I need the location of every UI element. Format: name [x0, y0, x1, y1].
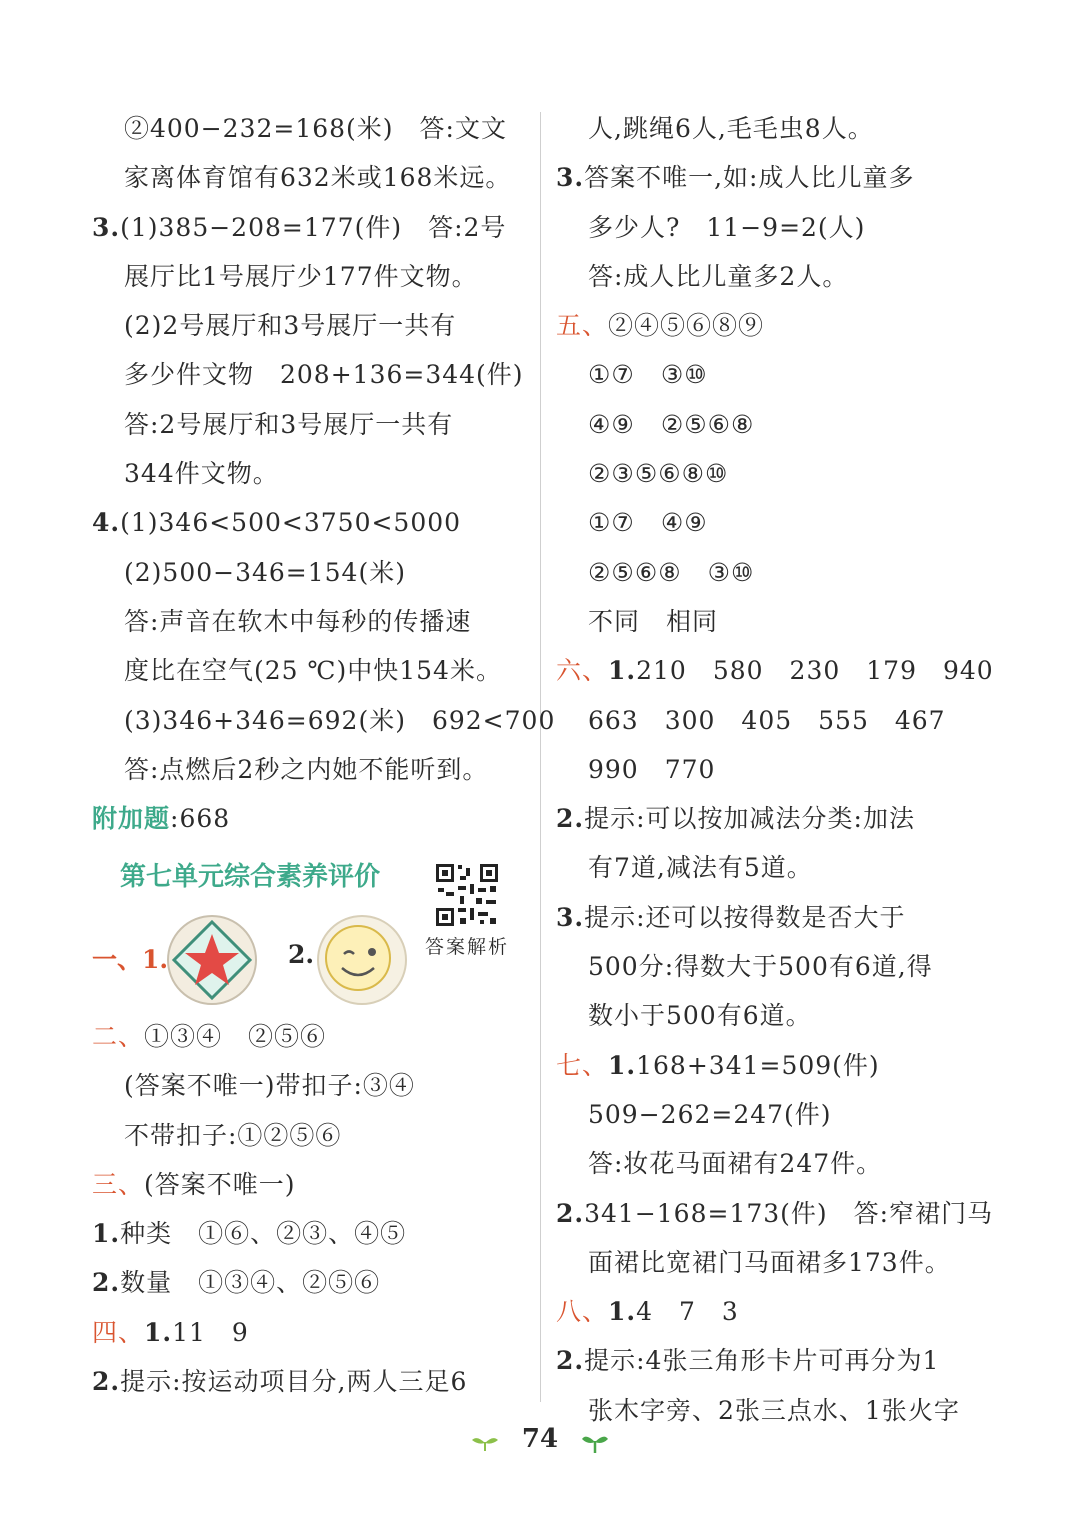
- text-line: 提示:按运动项目分,两人三足6: [120, 1367, 468, 1397]
- right-column: [556, 104, 996, 1435]
- question-number: 3.: [92, 212, 121, 242]
- section-number: 三、: [92, 1169, 145, 1199]
- text-line: (1)385−208=177(件) 答:2号: [120, 212, 507, 242]
- text-line: 509−262=247(件): [588, 1099, 832, 1129]
- text-line: 多少人? 11−9=2(人): [588, 212, 866, 242]
- question-2: [92, 1357, 532, 1406]
- text-line: 人,跳绳6人,毛毛虫8人。: [588, 114, 874, 143]
- section-number: 二、: [92, 1022, 145, 1051]
- unit-title: 第七单元综合素养评价: [120, 862, 381, 892]
- text-line: 种类 ①⑥、②③、④⑤: [120, 1219, 407, 1249]
- section-3: [92, 1160, 532, 1209]
- text-line: ①⑦ ③⑩: [588, 360, 708, 390]
- figure-label-2: 2.: [288, 940, 315, 969]
- text-line: 168+341=509(件): [636, 1050, 880, 1080]
- text-line: 度比在空气(25 ℃)中快154米。: [124, 656, 502, 686]
- section-6: [556, 646, 996, 695]
- text-line: :668: [170, 804, 231, 834]
- section-7: [556, 1041, 996, 1090]
- text-line: 数量 ①③④、②⑤⑥: [120, 1268, 381, 1298]
- text-line: 210 580 230 179 940: [636, 656, 994, 686]
- sprout-right-icon: [581, 1432, 609, 1454]
- text-line: 提示:可以按加减法分类:加法: [584, 804, 915, 834]
- text-line: ②③⑤⑥⑧⑩: [588, 459, 729, 489]
- question-number: 1.: [608, 656, 637, 686]
- text-line: (1)346<500<3750<5000: [120, 508, 462, 538]
- question-number: 1.: [92, 1219, 121, 1249]
- question-3: [556, 153, 996, 202]
- section-5: [556, 301, 996, 350]
- text-line: 不同 相同: [588, 606, 719, 636]
- text-line: ④⑨ ②⑤⑥⑧: [588, 409, 755, 439]
- extra-question-label: 附加题: [92, 804, 171, 834]
- question-number: 1.: [608, 1297, 637, 1327]
- sprout-left-icon: [471, 1434, 499, 1452]
- section-number: 五、: [556, 311, 609, 341]
- figure-row: [92, 912, 532, 1004]
- text-line: ②⑤⑥⑧ ③⑩: [588, 557, 755, 587]
- question-number: 2.: [556, 804, 585, 834]
- text-line: 11 9: [172, 1317, 249, 1347]
- page-footer: [0, 1424, 1080, 1454]
- section-4: [92, 1308, 532, 1357]
- question-1: [92, 1209, 532, 1258]
- page-number: 74: [521, 1424, 559, 1454]
- text-line: 答:妆花马面裙有247件。: [588, 1149, 883, 1179]
- section-number: 四、: [92, 1317, 145, 1347]
- text-line: 不带扣子:①②⑤⑥: [124, 1120, 342, 1150]
- text-line: ②④⑤⑥⑧⑨: [608, 311, 765, 341]
- question-number: 1.: [144, 1317, 173, 1347]
- text-line: 提示:还可以按得数是否大于: [584, 902, 906, 932]
- text-line: 4 7 3: [636, 1297, 739, 1327]
- text-line: 答:成人比儿童多2人。: [588, 261, 849, 291]
- question-number: 1.: [608, 1050, 637, 1080]
- text-line: 答:2号展厅和3号展厅一共有: [124, 409, 454, 439]
- text-line: ①③④ ②⑤⑥: [144, 1022, 327, 1051]
- text-line: 答:声音在软木中每秒的传播速: [124, 606, 472, 636]
- text-line: (3)346+346=692(米) 692<700: [124, 705, 556, 735]
- text-line: 990 770: [588, 754, 716, 784]
- text-line: 面裙比宽裙门马面裙多173件。: [588, 1247, 951, 1277]
- text-line: 多少件文物 208+136=344(件): [124, 360, 524, 390]
- question-3: [92, 203, 532, 252]
- extra-question: [92, 794, 532, 843]
- text-line: 家离体育馆有632米或168米远。: [124, 163, 512, 193]
- text-line: (答案不唯一): [144, 1169, 296, 1199]
- text-line: 展厅比1号展厅少177件文物。: [124, 261, 478, 291]
- qr-caption: 答案解析: [425, 936, 510, 958]
- question-4: [92, 498, 532, 547]
- question-2: [556, 1336, 996, 1385]
- column-divider: [540, 112, 541, 1402]
- section-number: 七、: [556, 1050, 609, 1080]
- text-line: 有7道,减法有5道。: [588, 853, 813, 883]
- text-line: (2)2号展厅和3号展厅一共有: [124, 311, 457, 341]
- question-number: 2.: [92, 1268, 121, 1298]
- question-number: 3.: [556, 163, 585, 193]
- text-line: 张木字旁、2张三点水、1张火字: [588, 1395, 960, 1425]
- text-line: (2)500−346=154(米): [124, 557, 406, 587]
- text-line: 答案不唯一,如:成人比儿童多: [584, 163, 915, 193]
- text-line: (答案不唯一)带扣子:③④: [124, 1071, 415, 1101]
- question-2: [556, 1189, 996, 1238]
- text-line: 341−168=173(件) 答:窄裙门马: [584, 1198, 994, 1228]
- question-number: 3.: [556, 902, 585, 932]
- question-number: 2.: [556, 1346, 585, 1376]
- left-column: [92, 104, 556, 843]
- section-number: 八、: [556, 1297, 609, 1327]
- text-line: 数小于500有6道。: [588, 1001, 812, 1031]
- text-line: ②400−232=168(米) 答:文文: [124, 114, 507, 143]
- text-line: 663 300 405 555 467: [588, 705, 946, 735]
- section-number: 六、: [556, 656, 609, 686]
- question-number: 2.: [556, 1198, 585, 1228]
- question-3: [556, 893, 996, 942]
- left-column-lower: [92, 1012, 532, 1406]
- question-2: [556, 794, 996, 843]
- text-line: 344件文物。: [124, 459, 279, 489]
- section-2: [92, 1012, 532, 1061]
- question-2: [92, 1258, 532, 1307]
- text-line: 提示:4张三角形卡片可再分为1: [584, 1346, 940, 1376]
- star-in-diamond-figure: [164, 914, 260, 1006]
- text-line: 答:点燃后2秒之内她不能听到。: [124, 754, 489, 784]
- figure-label-1: 一、1.: [92, 945, 169, 974]
- text-line: 500分:得数大于500有6道,得: [588, 952, 933, 982]
- question-number: 2.: [92, 1367, 121, 1397]
- question-number: 4.: [92, 508, 121, 538]
- smiley-face-figure: [314, 914, 410, 1006]
- section-8: [556, 1287, 996, 1336]
- text-line: ①⑦ ④⑨: [588, 508, 708, 538]
